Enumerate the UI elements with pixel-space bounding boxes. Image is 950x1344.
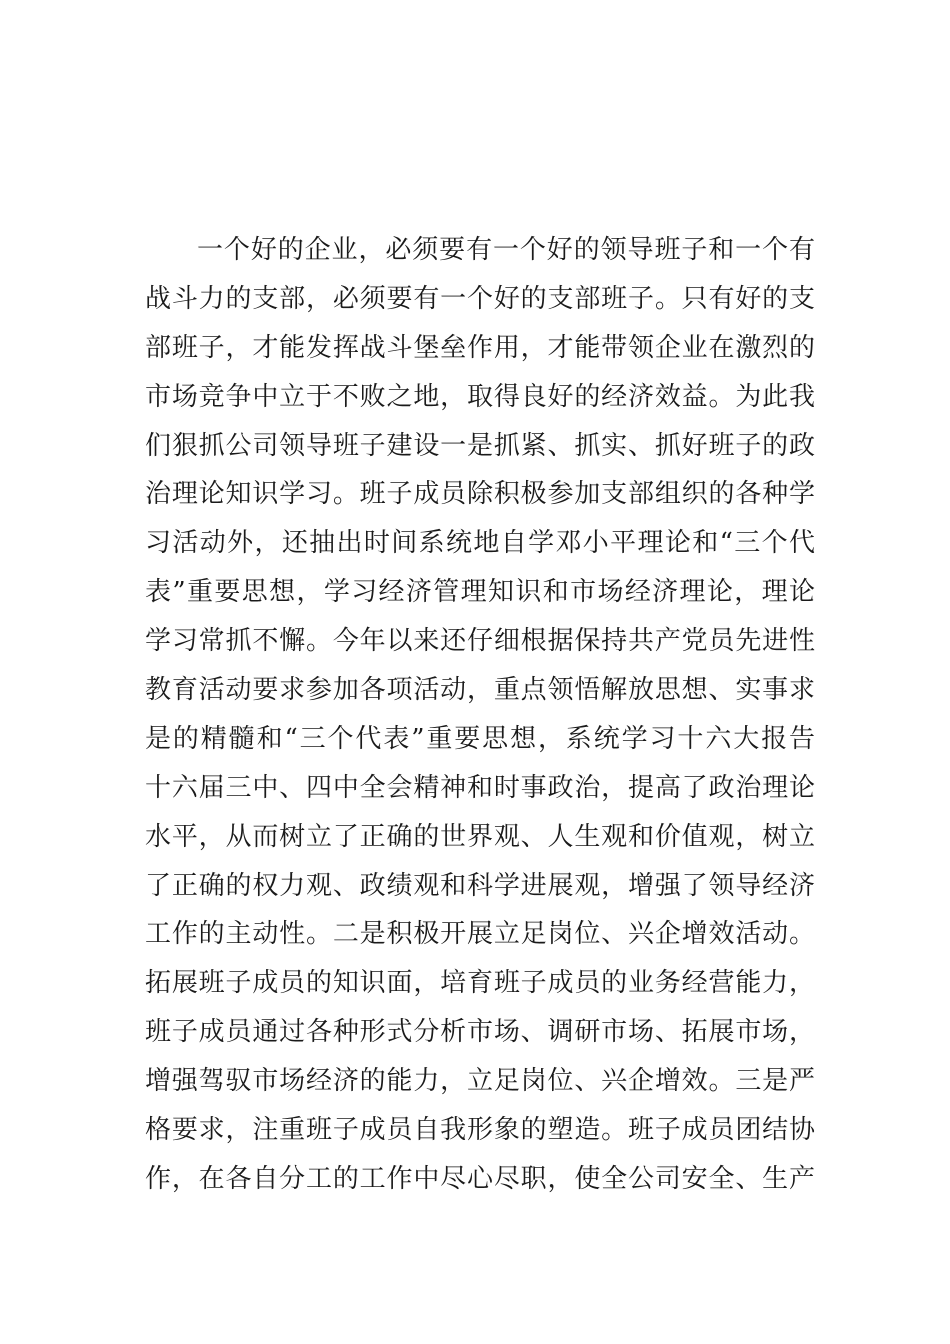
text-line: 水平，从而树立了正确的世界观、人生观和价值观，树立 <box>145 821 815 852</box>
text-line: 表”重要思想，学习经济管理知识和市场经济理论，理论 <box>145 577 815 608</box>
text-line: 是的精髓和“三个代表”重要思想，系统学习十六大报告 <box>145 723 815 754</box>
text-line: 拓展班子成员的知识面，培育班子成员的业务经营能力， <box>145 968 815 999</box>
text-line: 十六届三中、四中全会精神和时事政治，提高了政治理论 <box>145 772 815 803</box>
text-line: 治理论知识学习。班子成员除积极参加支部组织的各种学 <box>145 479 815 510</box>
text-line: 部班子，才能发挥战斗堡垒作用，才能带领企业在激烈的 <box>145 332 815 363</box>
text-line: 作，在各自分工的工作中尽心尽职，使全公司安全、生产 <box>145 1163 815 1194</box>
text-line: 战斗力的支部，必须要有一个好的支部班子。只有好的支 <box>145 283 815 314</box>
body-paragraph <box>145 226 815 1204</box>
text-line: 了正确的权力观、政绩观和科学进展观，增强了领导经济 <box>145 870 815 901</box>
text-line: 班子成员通过各种形式分析市场、调研市场、拓展市场， <box>145 1017 815 1048</box>
text-line: 们狠抓公司领导班子建设一是抓紧、抓实、抓好班子的政 <box>145 430 815 461</box>
text-line: 习活动外，还抽出时间系统地自学邓小平理论和“三个代 <box>145 528 815 559</box>
text-line: 一个好的企业，必须要有一个好的领导班子和一个有 <box>197 235 815 265</box>
text-line: 市场竞争中立于不败之地，取得良好的经济效益。为此我 <box>145 381 815 412</box>
text-line: 格要求，注重班子成员自我形象的塑造。班子成员团结协 <box>145 1115 815 1146</box>
text-line: 增强驾驭市场经济的能力，立足岗位、兴企增效。三是严 <box>145 1066 815 1097</box>
text-line: 教育活动要求参加各项活动，重点领悟解放思想、实事求 <box>145 675 815 706</box>
text-line: 学习常抓不懈。今年以来还仔细根据保持共产党员先进性 <box>145 626 815 657</box>
text-line: 工作的主动性。二是积极开展立足岗位、兴企增效活动。 <box>145 919 815 950</box>
